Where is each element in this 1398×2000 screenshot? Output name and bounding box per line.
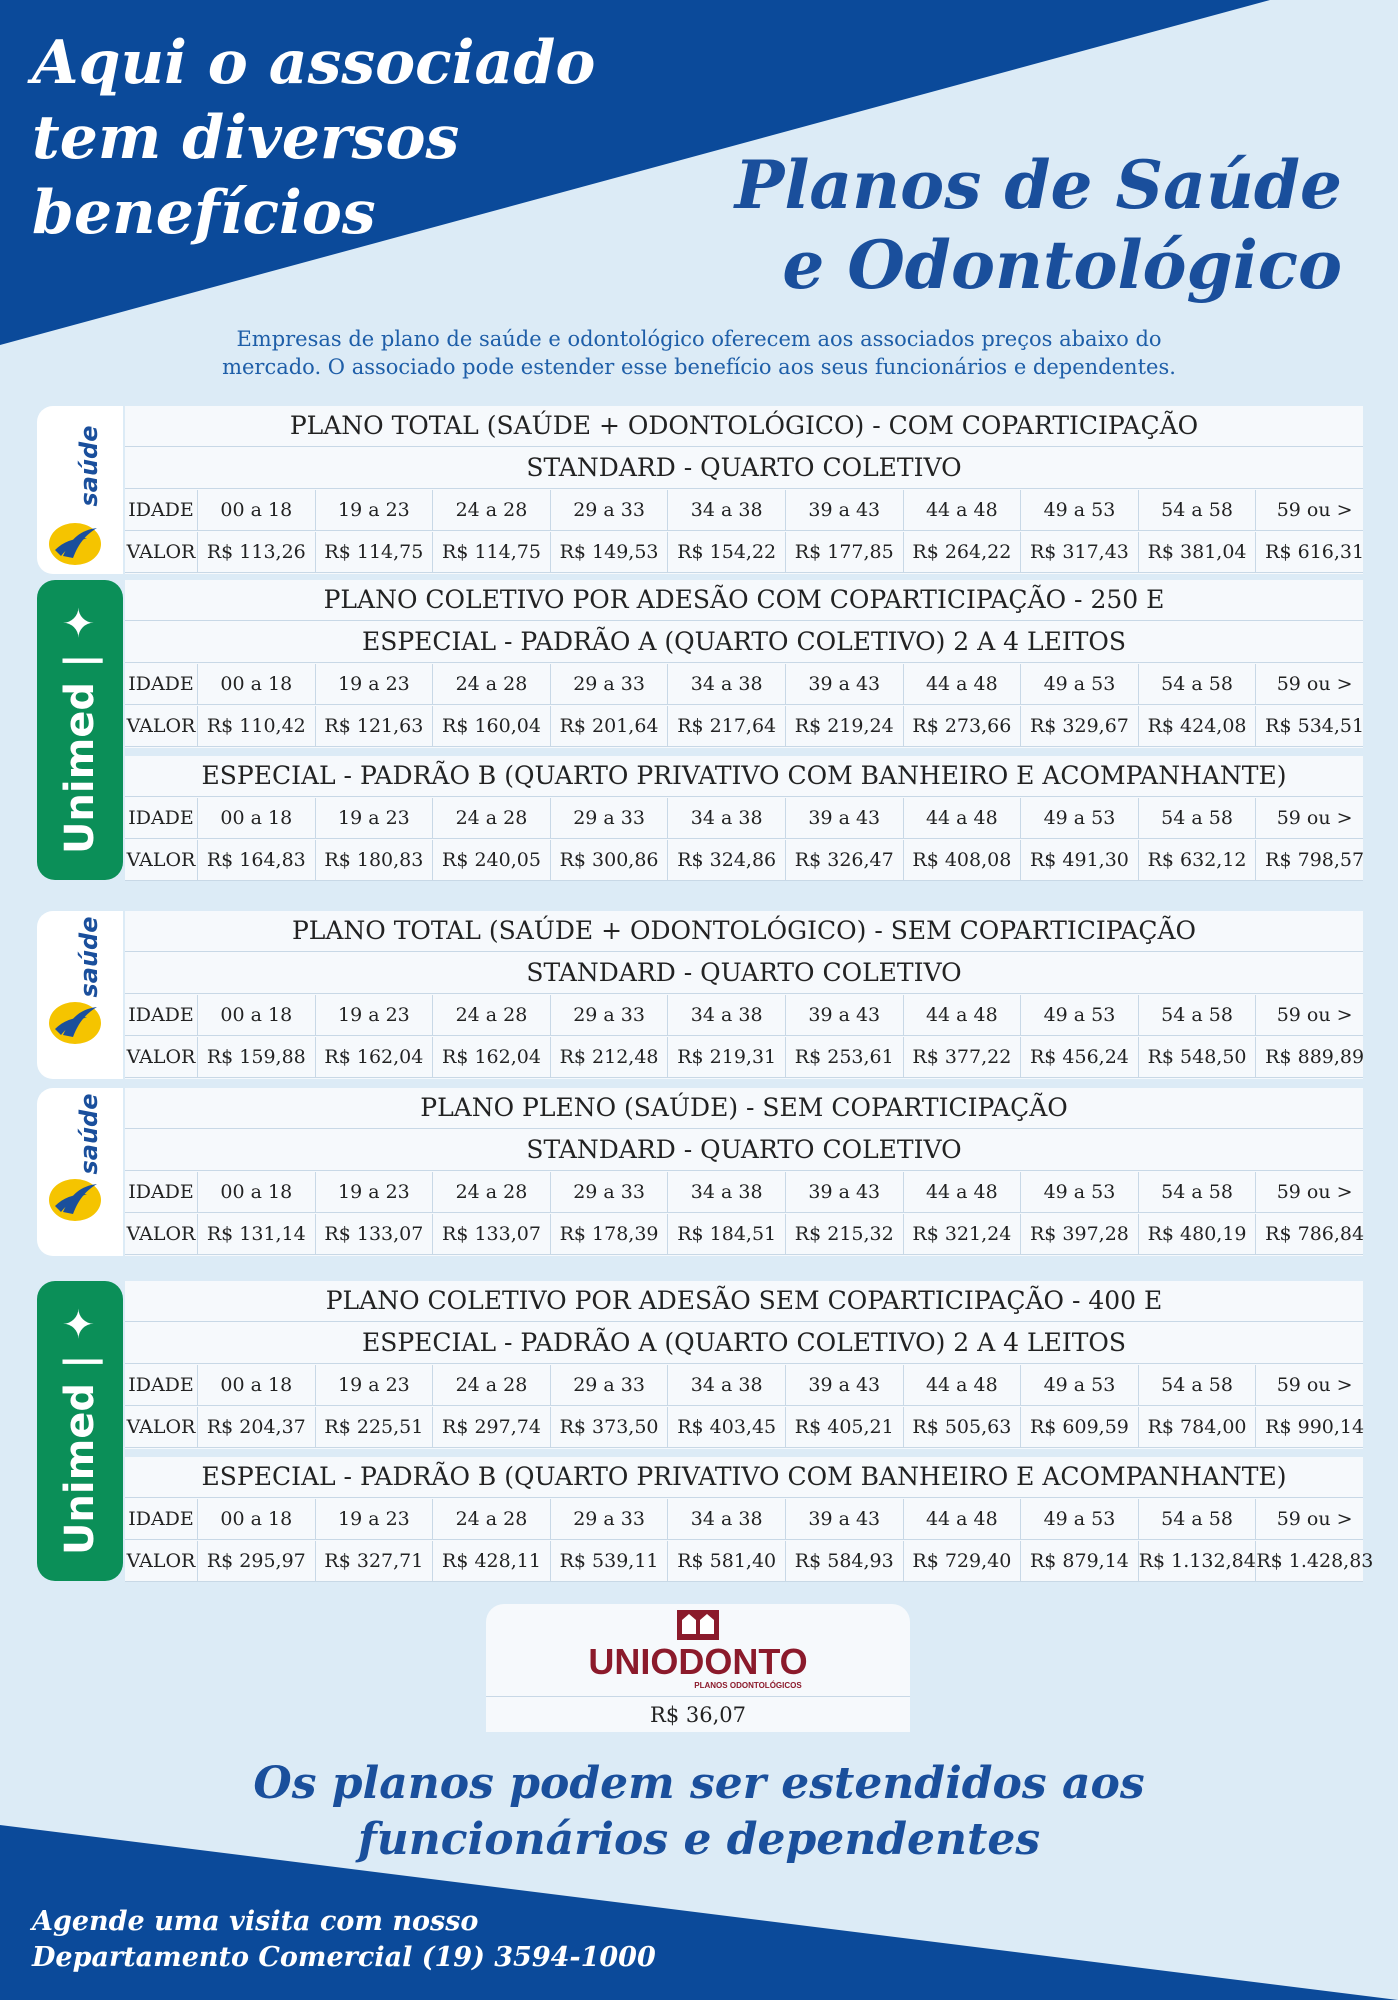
age-row — [125, 664, 1363, 705]
age-cell: 19 a 23 — [316, 664, 434, 704]
uniodonto-price: R$ 36,07 — [486, 1696, 910, 1733]
headline: Aqui o associado tem diversos benefícios — [32, 28, 596, 248]
price-cell: R$ 164,83 — [198, 840, 316, 880]
price-cell: R$ 212,48 — [551, 1037, 669, 1077]
price-cell: R$ 408,08 — [904, 840, 1022, 880]
age-cell: 44 a 48 — [904, 1172, 1022, 1212]
age-cell: 49 a 53 — [1021, 995, 1139, 1035]
idade-label: IDADE — [125, 1499, 198, 1539]
age-cell: 44 a 48 — [904, 1365, 1022, 1405]
age-cell: 24 a 28 — [433, 995, 551, 1035]
uniodonto-name: UNIODONTO — [588, 1641, 808, 1682]
price-cell: R$ 377,22 — [904, 1037, 1022, 1077]
price-cell: R$ 329,67 — [1021, 706, 1139, 746]
age-cell: 54 a 58 — [1139, 490, 1257, 530]
plan-subtitle: STANDARD - QUARTO COLETIVO — [125, 953, 1363, 994]
plan-title: PLANO PLENO (SAÚDE) - SEM COPARTICIPAÇÃO — [125, 1088, 1363, 1129]
age-cell: 00 a 18 — [198, 1172, 316, 1212]
price-table — [125, 406, 1363, 574]
age-cell: 59 ou > — [1276, 673, 1353, 695]
value-row — [125, 1541, 1373, 1582]
age-cell: 54 a 58 — [1139, 995, 1257, 1035]
age-cell: 24 a 28 — [433, 664, 551, 704]
price-cell: R$ 317,43 — [1021, 532, 1139, 572]
age-cell: 59 ou > — [1276, 1508, 1353, 1530]
age-cell: 29 a 33 — [551, 798, 669, 838]
age-cell: 00 a 18 — [198, 1365, 316, 1405]
price-cell: R$ 178,39 — [551, 1214, 669, 1254]
price-cell: R$ 110,42 — [198, 706, 316, 746]
valor-label: VALOR — [125, 706, 198, 746]
valor-label: VALOR — [125, 840, 198, 880]
value-row — [125, 1407, 1363, 1448]
age-cell: 39 a 43 — [786, 1365, 904, 1405]
age-cell: 54 a 58 — [1139, 1172, 1257, 1212]
age-row — [125, 995, 1363, 1036]
age-cell: 00 a 18 — [198, 490, 316, 530]
price-cell: R$ 1.428,83 — [1256, 1550, 1373, 1572]
uniodonto-box — [486, 1604, 910, 1732]
price-cell: R$ 184,51 — [668, 1214, 786, 1254]
price-table-padrao-a — [125, 1281, 1363, 1449]
price-cell: R$ 149,53 — [551, 532, 669, 572]
age-cell: 39 a 43 — [786, 798, 904, 838]
price-cell: R$ 491,30 — [1021, 840, 1139, 880]
price-cell: R$ 240,05 — [433, 840, 551, 880]
price-cell: R$ 403,45 — [668, 1407, 786, 1447]
price-cell: R$ 253,61 — [786, 1037, 904, 1077]
price-cell: R$ 133,07 — [316, 1214, 434, 1254]
saude-logo — [37, 911, 123, 1079]
price-table-padrao-b — [125, 1457, 1373, 1581]
age-cell: 34 a 38 — [668, 1365, 786, 1405]
uniodonto-tagline: PLANOS ODONTOLÓGICOS — [694, 1681, 802, 1690]
price-cell: R$ 133,07 — [433, 1214, 551, 1254]
price-cell: R$ 131,14 — [198, 1214, 316, 1254]
plan-title: PLANO TOTAL (SAÚDE + ODONTOLÓGICO) - SEM COPARTICIPAÇÃO — [125, 911, 1363, 952]
price-cell: R$ 480,19 — [1139, 1214, 1257, 1254]
valor-label: VALOR — [125, 532, 198, 572]
age-cell: 00 a 18 — [198, 1499, 316, 1539]
age-cell: 29 a 33 — [551, 1499, 669, 1539]
price-cell: R$ 321,24 — [904, 1214, 1022, 1254]
unimed-logo-text: Unimed | ✦ — [57, 605, 103, 855]
price-cell: R$ 177,85 — [786, 532, 904, 572]
price-cell: R$ 327,71 — [316, 1541, 434, 1581]
price-cell: R$ 160,04 — [433, 706, 551, 746]
age-cell: 59 ou > — [1276, 1181, 1353, 1203]
plan-subtitle: STANDARD - QUARTO COLETIVO — [125, 448, 1363, 489]
age-row — [125, 490, 1363, 531]
price-cell: R$ 548,50 — [1139, 1037, 1257, 1077]
intro-text: Empresas de plano de saúde e odontológico oferecem aos associados preços abaixo do mercado. O associado pode estender esse benefício aos seus funcionários e dependentes. — [222, 327, 1176, 379]
price-cell: R$ 616,31 — [1265, 541, 1365, 563]
idade-label: IDADE — [125, 995, 198, 1035]
age-cell: 54 a 58 — [1139, 664, 1257, 704]
age-cell: 29 a 33 — [551, 664, 669, 704]
price-cell: R$ 219,31 — [668, 1037, 786, 1077]
age-cell: 44 a 48 — [904, 1499, 1022, 1539]
age-cell: 44 a 48 — [904, 664, 1022, 704]
age-cell: 34 a 38 — [668, 1499, 786, 1539]
price-cell: R$ 180,83 — [316, 840, 434, 880]
saude-logo — [37, 1088, 123, 1256]
saude-logo-text: saúde — [75, 1093, 103, 1175]
age-cell: 00 a 18 — [198, 798, 316, 838]
price-cell: R$ 456,24 — [1021, 1037, 1139, 1077]
price-cell: R$ 295,97 — [198, 1541, 316, 1581]
price-cell: R$ 162,04 — [433, 1037, 551, 1077]
age-cell: 19 a 23 — [316, 1365, 434, 1405]
price-cell: R$ 584,93 — [786, 1541, 904, 1581]
price-cell: R$ 300,86 — [551, 840, 669, 880]
age-row — [125, 798, 1363, 839]
age-cell: 49 a 53 — [1021, 664, 1139, 704]
age-row — [125, 1499, 1363, 1540]
idade-label: IDADE — [125, 664, 198, 704]
plan-title: PLANO COLETIVO POR ADESÃO SEM COPARTICIPAÇÃO - 400 E — [125, 1281, 1363, 1322]
price-cell: R$ 114,75 — [433, 532, 551, 572]
age-cell: 19 a 23 — [316, 995, 434, 1035]
age-cell: 34 a 38 — [668, 1172, 786, 1212]
age-cell: 49 a 53 — [1021, 1499, 1139, 1539]
age-cell: 00 a 18 — [198, 664, 316, 704]
price-cell: R$ 159,88 — [198, 1037, 316, 1077]
age-cell: 29 a 33 — [551, 1172, 669, 1212]
age-cell: 54 a 58 — [1139, 1365, 1257, 1405]
age-cell: 49 a 53 — [1021, 490, 1139, 530]
unimed-logo-text: Unimed | ✦ — [57, 1306, 103, 1556]
age-cell: 00 a 18 — [198, 995, 316, 1035]
price-cell: R$ 297,74 — [433, 1407, 551, 1447]
sf-icon — [47, 999, 105, 1047]
age-cell: 29 a 33 — [551, 490, 669, 530]
saude-logo-text: saúde — [75, 425, 103, 507]
unimed-logo — [37, 1281, 123, 1581]
valor-label: VALOR — [125, 1037, 198, 1077]
price-cell: R$ 534,51 — [1265, 715, 1365, 737]
price-table — [125, 911, 1363, 1079]
age-cell: 19 a 23 — [316, 490, 434, 530]
age-row — [125, 1172, 1363, 1213]
plan-title: PLANO COLETIVO POR ADESÃO COM COPARTICIPAÇÃO - 250 E — [125, 580, 1363, 621]
plan-block-unimed-sem-coparticipacao — [37, 1281, 1373, 1581]
idade-label: IDADE — [125, 1365, 198, 1405]
sf-icon — [47, 1176, 105, 1224]
plan-subtitle: STANDARD - QUARTO COLETIVO — [125, 1130, 1363, 1171]
price-cell: R$ 784,00 — [1139, 1407, 1257, 1447]
price-cell: R$ 729,40 — [904, 1541, 1022, 1581]
price-cell: R$ 786,84 — [1265, 1223, 1365, 1245]
plan-title: PLANO TOTAL (SAÚDE + ODONTOLÓGICO) - COM COPARTICIPAÇÃO — [125, 406, 1363, 447]
value-row — [125, 840, 1363, 881]
price-cell: R$ 424,08 — [1139, 706, 1257, 746]
price-cell: R$ 162,04 — [316, 1037, 434, 1077]
age-cell: 34 a 38 — [668, 490, 786, 530]
price-cell: R$ 632,12 — [1139, 840, 1257, 880]
age-cell: 39 a 43 — [786, 995, 904, 1035]
plan-subtitle: ESPECIAL - PADRÃO B (QUARTO PRIVATIVO COM BANHEIRO E ACOMPANHANTE) — [125, 1457, 1363, 1498]
age-cell: 49 a 53 — [1021, 1172, 1139, 1212]
page-title: Planos de Saúde e Odontológico — [734, 146, 1342, 304]
price-cell: R$ 397,28 — [1021, 1214, 1139, 1254]
price-cell: R$ 609,59 — [1021, 1407, 1139, 1447]
age-cell: 19 a 23 — [316, 1172, 434, 1212]
age-row — [125, 1365, 1363, 1406]
price-cell: R$ 215,32 — [786, 1214, 904, 1254]
price-cell: R$ 273,66 — [904, 706, 1022, 746]
price-cell: R$ 889,89 — [1265, 1046, 1365, 1068]
price-cell: R$ 121,63 — [316, 706, 434, 746]
value-row — [125, 706, 1363, 747]
closing-message: Os planos podem ser estendidos aos funcionários e dependentes — [253, 1758, 1145, 1865]
age-cell: 54 a 58 — [1139, 798, 1257, 838]
valor-label: VALOR — [125, 1214, 198, 1254]
price-cell: R$ 539,11 — [551, 1541, 669, 1581]
age-cell: 39 a 43 — [786, 490, 904, 530]
price-cell: R$ 581,40 — [668, 1541, 786, 1581]
age-cell: 29 a 33 — [551, 995, 669, 1035]
sf-icon — [47, 520, 105, 568]
age-cell: 59 ou > — [1276, 807, 1353, 829]
idade-label: IDADE — [125, 798, 198, 838]
plan-subtitle: ESPECIAL - PADRÃO A (QUARTO COLETIVO) 2 A 4 LEITOS — [125, 1323, 1363, 1364]
plan-block-unimed-com-coparticipacao — [37, 580, 1364, 880]
age-cell: 24 a 28 — [433, 1172, 551, 1212]
age-cell: 59 ou > — [1276, 1004, 1353, 1026]
plan-subtitle: ESPECIAL - PADRÃO B (QUARTO PRIVATIVO COM BANHEIRO E ACOMPANHANTE) — [125, 756, 1363, 797]
age-cell: 59 ou > — [1276, 1374, 1353, 1396]
idade-label: IDADE — [125, 1172, 198, 1212]
valor-label: VALOR — [125, 1407, 198, 1447]
age-cell: 24 a 28 — [433, 1365, 551, 1405]
price-cell: R$ 381,04 — [1139, 532, 1257, 572]
uniodonto-logo — [486, 1604, 910, 1696]
price-cell: R$ 264,22 — [904, 532, 1022, 572]
age-cell: 39 a 43 — [786, 1172, 904, 1212]
price-cell: R$ 217,64 — [668, 706, 786, 746]
age-cell: 24 a 28 — [433, 490, 551, 530]
age-cell: 29 a 33 — [551, 1365, 669, 1405]
age-cell: 44 a 48 — [904, 490, 1022, 530]
age-cell: 34 a 38 — [668, 798, 786, 838]
age-cell: 24 a 28 — [433, 798, 551, 838]
price-cell: R$ 225,51 — [316, 1407, 434, 1447]
price-cell: R$ 201,64 — [551, 706, 669, 746]
price-cell: R$ 113,26 — [198, 532, 316, 572]
price-cell: R$ 373,50 — [551, 1407, 669, 1447]
saude-logo-text: saúde — [75, 916, 103, 998]
price-cell: R$ 1.132,84 — [1139, 1541, 1257, 1581]
price-cell: R$ 219,24 — [786, 706, 904, 746]
price-table-padrao-a — [125, 580, 1363, 748]
value-row — [125, 1037, 1363, 1078]
value-row — [125, 532, 1363, 573]
saude-logo — [37, 406, 123, 574]
age-cell: 34 a 38 — [668, 664, 786, 704]
age-cell: 39 a 43 — [786, 664, 904, 704]
unimed-logo — [37, 580, 123, 880]
price-cell: R$ 990,14 — [1265, 1416, 1365, 1438]
price-cell: R$ 405,21 — [786, 1407, 904, 1447]
price-cell: R$ 798,57 — [1265, 849, 1365, 871]
price-table — [125, 1088, 1363, 1256]
price-cell: R$ 154,22 — [668, 532, 786, 572]
age-cell: 49 a 53 — [1021, 798, 1139, 838]
price-cell: R$ 324,86 — [668, 840, 786, 880]
plan-block-pleno-sem-coparticipacao — [37, 1088, 1364, 1256]
plan-block-total-com-coparticipacao — [37, 406, 1364, 574]
plan-block-total-sem-coparticipacao — [37, 911, 1364, 1079]
age-cell: 44 a 48 — [904, 798, 1022, 838]
price-cell: R$ 114,75 — [316, 532, 434, 572]
price-cell: R$ 879,14 — [1021, 1541, 1139, 1581]
age-cell: 19 a 23 — [316, 798, 434, 838]
age-cell: 34 a 38 — [668, 995, 786, 1035]
age-cell: 19 a 23 — [316, 1499, 434, 1539]
age-cell: 39 a 43 — [786, 1499, 904, 1539]
age-cell: 49 a 53 — [1021, 1365, 1139, 1405]
age-cell: 59 ou > — [1276, 499, 1353, 521]
contact-info: Agende uma visita com nosso Departamento Comercial (19) 3594-1000 — [32, 1906, 656, 1973]
age-cell: 24 a 28 — [433, 1499, 551, 1539]
valor-label: VALOR — [125, 1541, 198, 1581]
price-cell: R$ 505,63 — [904, 1407, 1022, 1447]
age-cell: 54 a 58 — [1139, 1499, 1257, 1539]
age-cell: 44 a 48 — [904, 995, 1022, 1035]
price-cell: R$ 428,11 — [433, 1541, 551, 1581]
price-cell: R$ 326,47 — [786, 840, 904, 880]
plan-subtitle: ESPECIAL - PADRÃO A (QUARTO COLETIVO) 2 A 4 LEITOS — [125, 622, 1363, 663]
price-cell: R$ 204,37 — [198, 1407, 316, 1447]
value-row — [125, 1214, 1363, 1255]
price-table-padrao-b — [125, 756, 1363, 880]
idade-label: IDADE — [125, 490, 198, 530]
